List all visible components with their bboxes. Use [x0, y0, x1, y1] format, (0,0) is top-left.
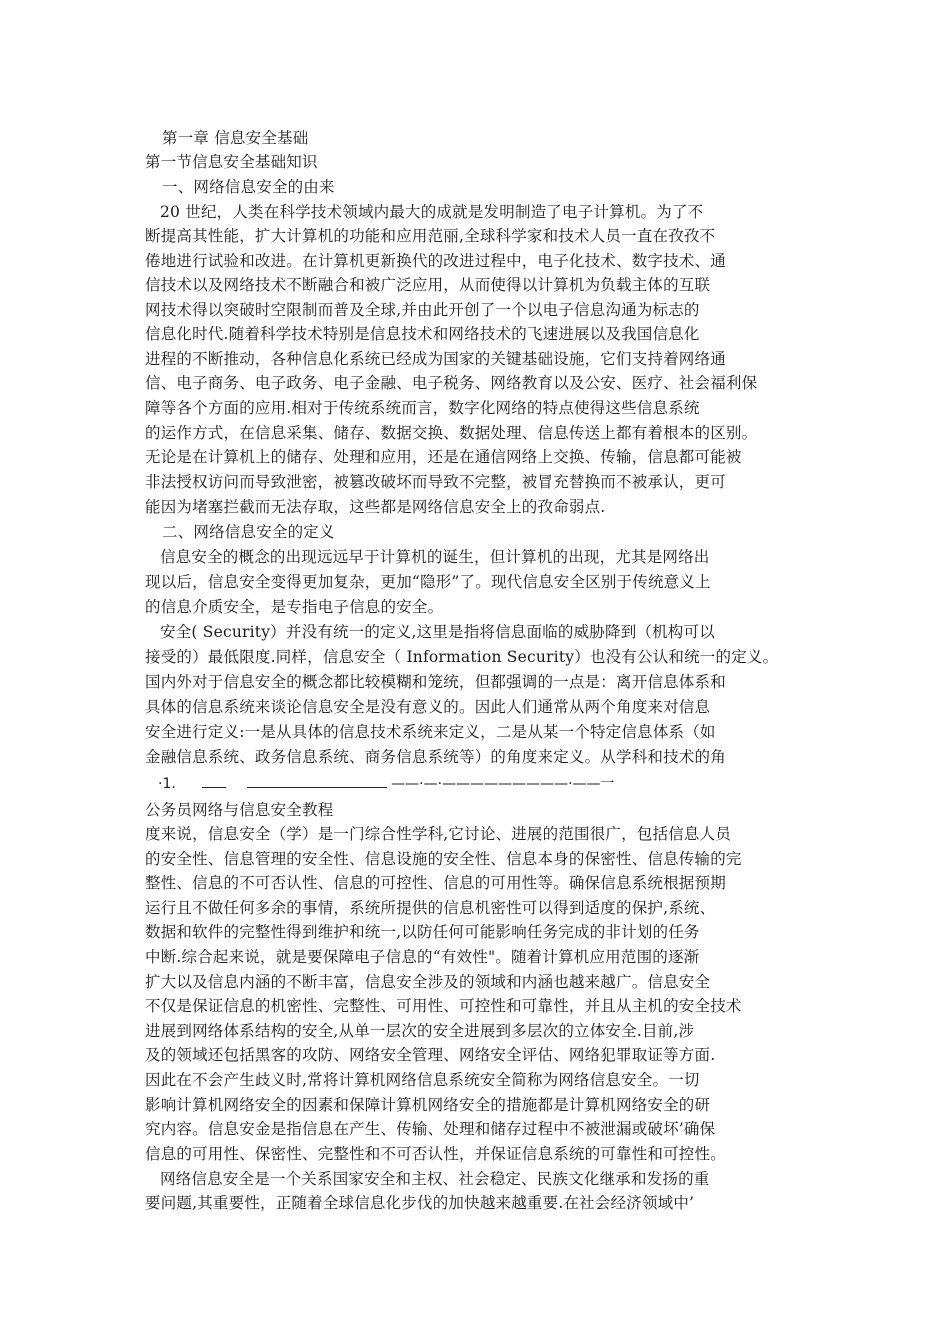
paragraph-line: 及的领域还包括黑客的攻防、网络安全管理、网络安全评估、网络犯罪取证等方面. — [145, 1046, 716, 1064]
paragraph-line: 信息安全的概念的出现远远早于计算机的诞生，但计算机的出现，尤其是网络出 — [160, 548, 710, 566]
paragraph-line: 金融信息系统、政务信息系统、商务信息系统等）的角度来定义。从学科和技术的角 — [145, 748, 726, 766]
paragraph-line: 进程的不断推动，各种信息化系统已经成为国家的关键基础设施，它们支持着网络通 — [145, 350, 726, 368]
paragraph-line: 运行且不做任何多余的事情，系统所提供的信息机密性可以得到适度的保护,系统、 — [145, 899, 716, 917]
subsection-title-1: 一、网络信息安全的由来 — [162, 178, 335, 196]
paragraph-line: 进展到网络体系结构的安全,从单一层次的安全进展到多层次的立体安全.目前,涉 — [145, 1022, 695, 1040]
paragraph-line: 信息化时代.随着科学技术特别是信息技术和网络技术的飞速进展以及我国信息化 — [145, 325, 700, 343]
paragraph-line: 信技术以及网络技术不断融合和被广泛应用，从而使得以计算机为负载主体的互联 — [145, 276, 711, 294]
paragraph-line: 网络信息安全是一个关系国家安全和主权、社会稳定、民族文化继承和发扬的重 — [160, 1170, 710, 1188]
footer-underline-short — [202, 774, 226, 788]
paragraph-line: 不仅是保证信息的机密性、完整性、可用性、可控性和可靠性，并且从主机的安全技术 — [145, 997, 742, 1015]
paragraph-line: 整性、信息的不可否认性、信息的可控性、信息的可用性等。确保信息系统根据预期 — [145, 874, 726, 892]
page-footer-separator — [158, 774, 615, 794]
paragraph-line: 具体的信息系统来谈论信息安全是没有意义的。因此人们通常从两个角度来对信息 — [145, 698, 711, 716]
section-title: 第一节信息安全基础知识 — [145, 153, 318, 171]
paragraph-line: 接受的）最低限度.同样，信息安全（ Information Security）也没有公认和统一的定义。 — [145, 648, 779, 666]
paragraph-line: 倦地进行试验和改进。在计算机更新换代的改进过程中，电子化技术、数字技术、通 — [145, 252, 726, 270]
paragraph-line: 安全( Security）并没有统一的定义,这里是指将信息面临的威胁降到（机构可以 — [160, 623, 715, 641]
paragraph-line: 现以后，信息安全变得更加复杂，更加“隐形”了。现代信息安全区别于传统意义上 — [145, 573, 711, 591]
paragraph-line: 20 世纪，人类在科学技术领域内最大的成就是发明制造了电子计算机。为了不 — [160, 203, 704, 221]
subsection-title-2: 二、网络信息安全的定义 — [162, 523, 335, 541]
paragraph-line: 度来说，信息安全（学）是一门综合性学科,它讨论、进展的范围很广，包括信息人员 — [145, 825, 732, 843]
paragraph-line: 中断.综合起来说，就是要保障电子信息的“有效性"。随着计算机应用范围的逐渐 — [145, 948, 700, 966]
running-header: 公务员网络与信息安全教程 — [145, 801, 334, 819]
paragraph-line: 障等各个方面的应用.相对于传统系统而言，数字化网络的特点使得这些信息系统 — [145, 399, 700, 417]
paragraph-line: 扩大以及信息内涵的不断丰富，信息安全涉及的领域和内涵也越来越广。信息安全 — [145, 973, 711, 991]
paragraph-line: 信息的可用性、保密性、完整性和不可否认性，并保证信息系统的可靠性和可控性。 — [145, 1145, 726, 1163]
paragraph-line: 的运作方式，在信息采集、储存、数据交换、数据处理、信息传送上都有着根本的区别。 — [145, 424, 758, 442]
paragraph-line: 因此在不会产生歧义时,常将计算机网络信息系统安全简称为网络信息安全。一切 — [145, 1071, 700, 1089]
paragraph-line: 要问题,其重要性，正随着全球信息化步伐的加快越来越重要.在社会经济领域中’ — [145, 1194, 695, 1212]
paragraph-line: 信、电子商务、电子政务、电子金融、电子税务、网络教育以及公安、医疗、社会福利保 — [145, 374, 758, 392]
paragraph-line: 网技术得以突破时空限制而普及全球,并由此开创了一个以电子信息沟通为标志的 — [145, 301, 700, 319]
paragraph-line: 影响计算机网络安全的因素和保障计算机网络安全的措施都是计算机网络安全的研 — [145, 1096, 711, 1114]
paragraph-line: 断提高其性能，扩大计算机的功能和应用范丽,全球科学家和技术人员一直在孜孜不 — [145, 227, 716, 245]
paragraph-line: 究内容。信息安金是指信息在产生、传输、处理和储存过程中不被泄漏或破坏’确保 — [145, 1120, 716, 1138]
footer-underline-long — [247, 774, 387, 788]
paragraph-line: 无论是在计算机上的储存、处理和应用，还是在通信网络上交换、传输，信息都可能被 — [145, 448, 742, 466]
paragraph-line: 非法授权访问而导致泄密，被篡改破坏而导致不完整，被冒充替换而不被承认，更可 — [145, 473, 726, 491]
paragraph-line: 数据和软件的完整性得到维护和统一,以防任何可能影响任务完成的非计划的任务 — [145, 923, 700, 941]
paragraph-line: 国内外对于信息安全的概念都比较模糊和笼统，但都强调的一点是：离开信息体系和 — [145, 673, 726, 691]
paragraph-line: 的信息介质安全，是专指电子信息的安全。 — [145, 598, 444, 616]
footer-dashes: ——·—·—————————·——一 — [391, 776, 615, 792]
chapter-title: 第一章 信息安全基础 — [162, 129, 309, 147]
paragraph-line: 的安全性、信息管理的安全性、信息设施的安全性、信息本身的保密性、信息传输的完 — [145, 850, 742, 868]
page-number: ·1. — [158, 776, 176, 792]
paragraph-line: 安全进行定义:一是从具体的信息技术系统来定义，二是从某一个特定信息体系（如 — [145, 723, 716, 741]
paragraph-line: 能因为堵塞拦截而无法存取，这些都是网络信息安全上的孜命弱点. — [145, 498, 606, 516]
